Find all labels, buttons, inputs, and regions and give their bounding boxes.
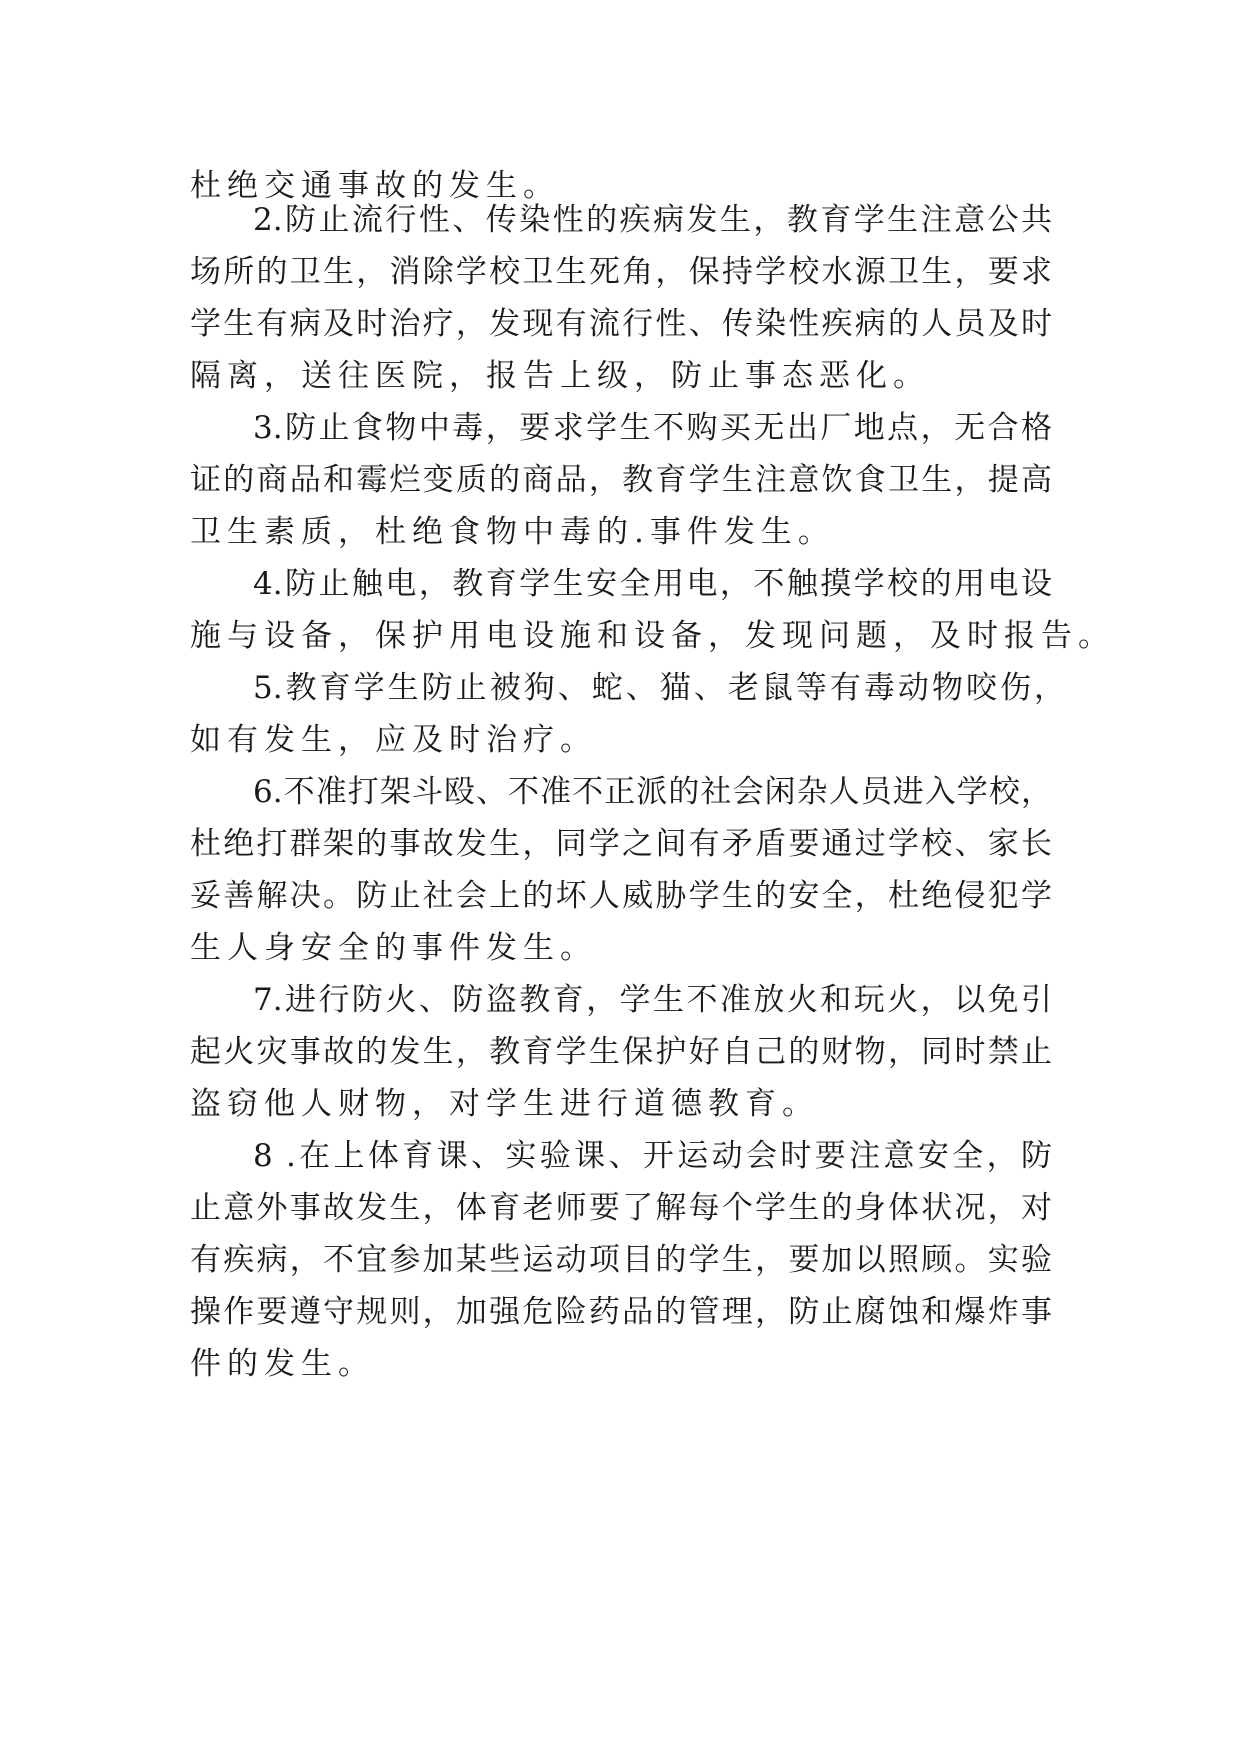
paragraph-6-line-3: 妥善解决。防止社会上的坏人威胁学生的安全，杜绝侵犯学 — [190, 878, 1052, 914]
paragraph-8-line-4: 操作要遵守规则，加强危险药品的管理，防止腐蚀和爆炸事 — [190, 1294, 1052, 1330]
paragraph-5-line-2: 如有发生，应及时治疗。 — [190, 722, 597, 758]
paragraph-1-line-1: 杜绝交通事故的发生。 — [190, 168, 560, 204]
paragraph-8-line-1: 8 .在上体育课、实验课、开运动会时要注意安全，防 — [253, 1138, 1052, 1174]
paragraph-7-line-1: 7.进行防火、防盗教育，学生不准放火和玩火，以免引 — [253, 982, 1052, 1018]
paragraph-2-line-1: 2.防止流行性、传染性的疾病发生，教育学生注意公共 — [253, 202, 1052, 238]
paragraph-2-line-4: 隔离，送往医院，报告上级，防止事态恶化。 — [190, 358, 930, 394]
paragraph-5-line-1: 5.教育学生防止被狗、蛇、猫、老鼠等有毒动物咬伤， — [253, 670, 1065, 706]
paragraph-4-line-1: 4.防止触电，教育学生安全用电，不触摸学校的用电设 — [253, 566, 1052, 602]
paragraph-2-line-3: 学生有病及时治疗，发现有流行性、传染性疾病的人员及时 — [190, 306, 1052, 342]
paragraph-6-line-4: 生人身安全的事件发生。 — [190, 930, 597, 966]
paragraph-8-line-5: 件的发生。 — [190, 1346, 375, 1382]
paragraph-8-line-2: 止意外事故发生，体育老师要了解每个学生的身体状况，对 — [190, 1190, 1052, 1226]
paragraph-7-line-3: 盗窃他人财物，对学生进行道德教育。 — [190, 1086, 819, 1122]
paragraph-6-line-2: 杜绝打群架的事故发生，同学之间有矛盾要通过学校、家长 — [190, 826, 1052, 862]
paragraph-4-line-2: 施与设备，保护用电设施和设备，发现问题，及时报告。 — [190, 618, 1115, 654]
paragraph-7-line-2: 起火灾事故的发生，教育学生保护好自己的财物，同时禁止 — [190, 1034, 1052, 1070]
paragraph-3-line-3: 卫生素质，杜绝食物中毒的.事件发生。 — [190, 514, 835, 550]
paragraph-2-line-2: 场所的卫生，消除学校卫生死角，保持学校水源卫生，要求 — [190, 254, 1052, 290]
paragraph-8-line-3: 有疾病，不宜参加某些运动项目的学生，要加以照顾。实验 — [190, 1242, 1052, 1278]
paragraph-3-line-1: 3.防止食物中毒，要求学生不购买无出厂地点，无合格 — [253, 410, 1052, 446]
paragraph-3-line-2: 证的商品和霉烂变质的商品，教育学生注意饮食卫生，提高 — [190, 462, 1052, 498]
paragraph-6-line-1: 6.不准打架斗殴、不准不正派的社会闲杂人员进入学校， — [253, 774, 1052, 810]
